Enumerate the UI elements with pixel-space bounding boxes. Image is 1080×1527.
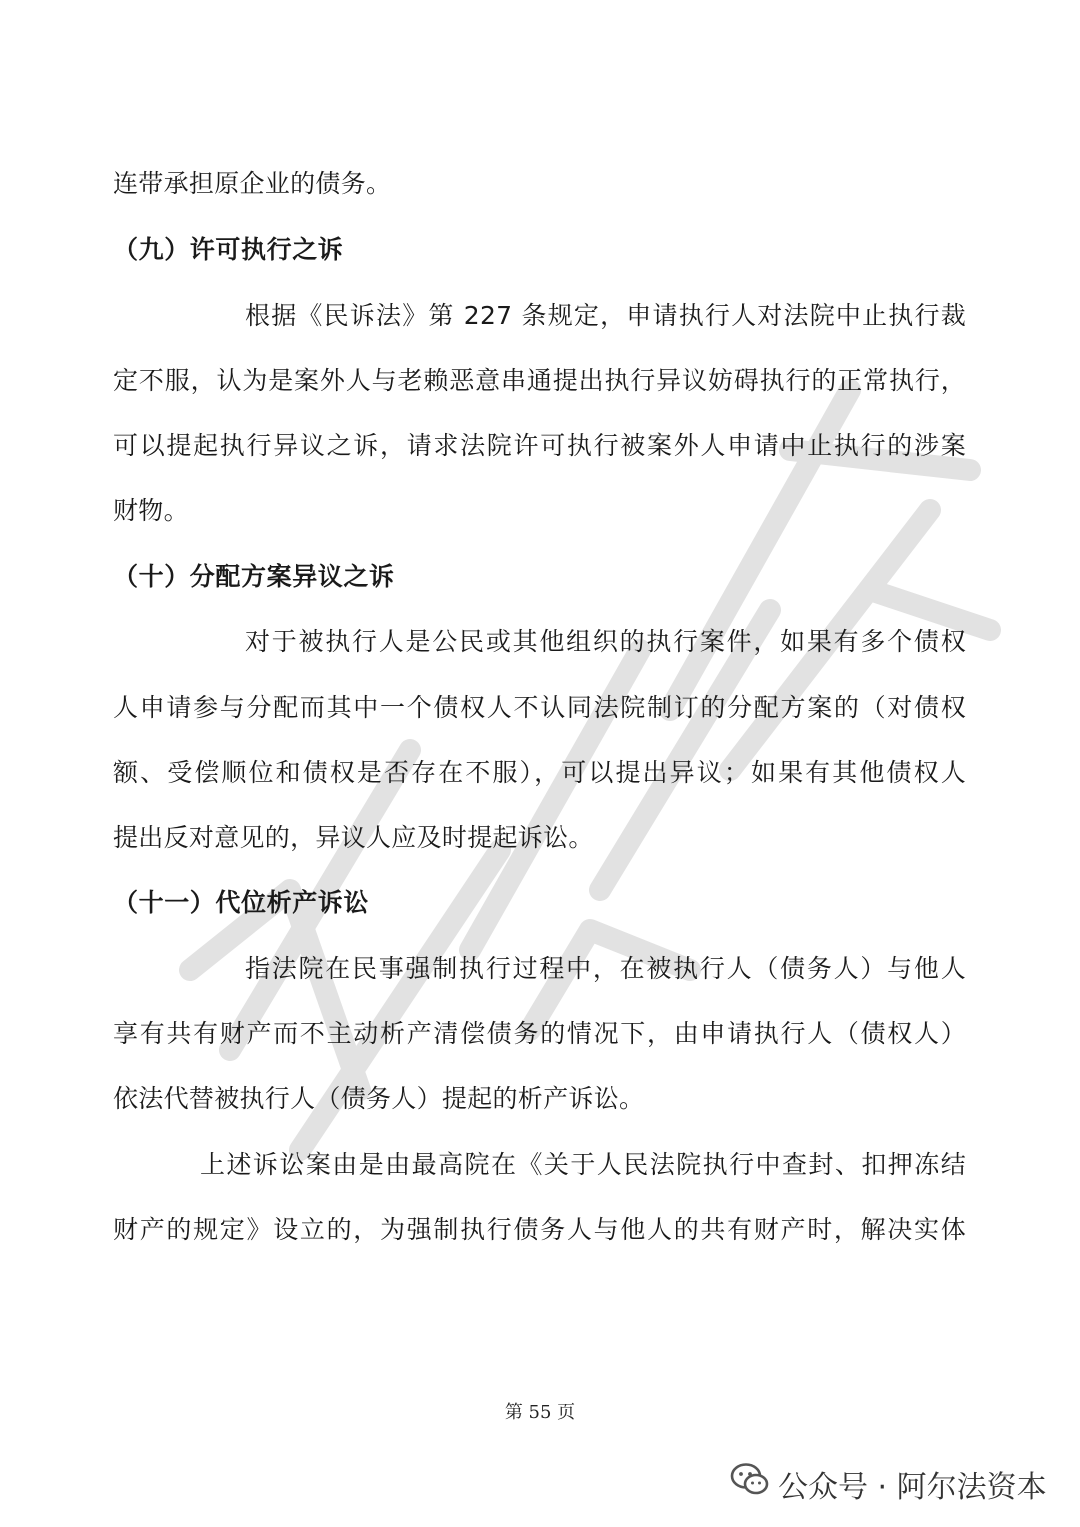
paragraph-line: 享有共有财产而不主动析产清偿债务的情况下，由申请执行人（债权人） [113,1019,966,1048]
account-name: 公众号 · 阿尔法资本 [778,1470,1047,1505]
paragraph-line: 提出反对意见的，异议人应及时提起诉讼。 [113,823,594,852]
paragraph-line: 根据《民诉法》第 227 条规定，申请执行人对法院中止执行裁 [245,301,966,330]
wechat-account-badge [730,1462,1047,1506]
paragraph-line: 定不服，认为是案外人与老赖恶意串通提出执行异议妨碍执行的正常执行， [113,366,966,395]
section-heading: （十）分配方案异议之诉 [113,562,395,591]
paragraph-line: 额、受偿顺位和债权是否存在不服），可以提出异议；如果有其他债权人 [113,758,966,787]
section-heading: （十一）代位析产诉讼 [113,888,370,917]
paragraph-line: 人申请参与分配而其中一个债权人不认同法院制订的分配方案的（对债权 [113,693,966,722]
page-number: 第 55 页 [504,1402,576,1423]
paragraph-line: 上述诉讼案由是由最高院在《关于人民法院执行中查封、扣押冻结 [200,1150,966,1179]
section-heading: （九）许可执行之诉 [113,235,344,264]
paragraph-line: 财产的规定》设立的，为强制执行债务人与他人的共有财产时，解决实体 [113,1215,966,1244]
paragraph-line: 财物。 [113,496,189,525]
paragraph-line: 连带承担原企业的债务。 [113,169,392,198]
paragraph-line: 可以提起执行异议之诉，请求法院许可执行被案外人申请中止执行的涉案 [113,431,966,460]
paragraph-line: 依法代替被执行人（债务人）提起的析产诉讼。 [113,1084,645,1113]
paragraph-line: 指法院在民事强制执行过程中，在被执行人（债务人）与他人 [245,954,966,983]
wechat-icon [730,1462,770,1506]
paragraph-line: 对于被执行人是公民或其他组织的执行案件，如果有多个债权 [245,627,966,656]
